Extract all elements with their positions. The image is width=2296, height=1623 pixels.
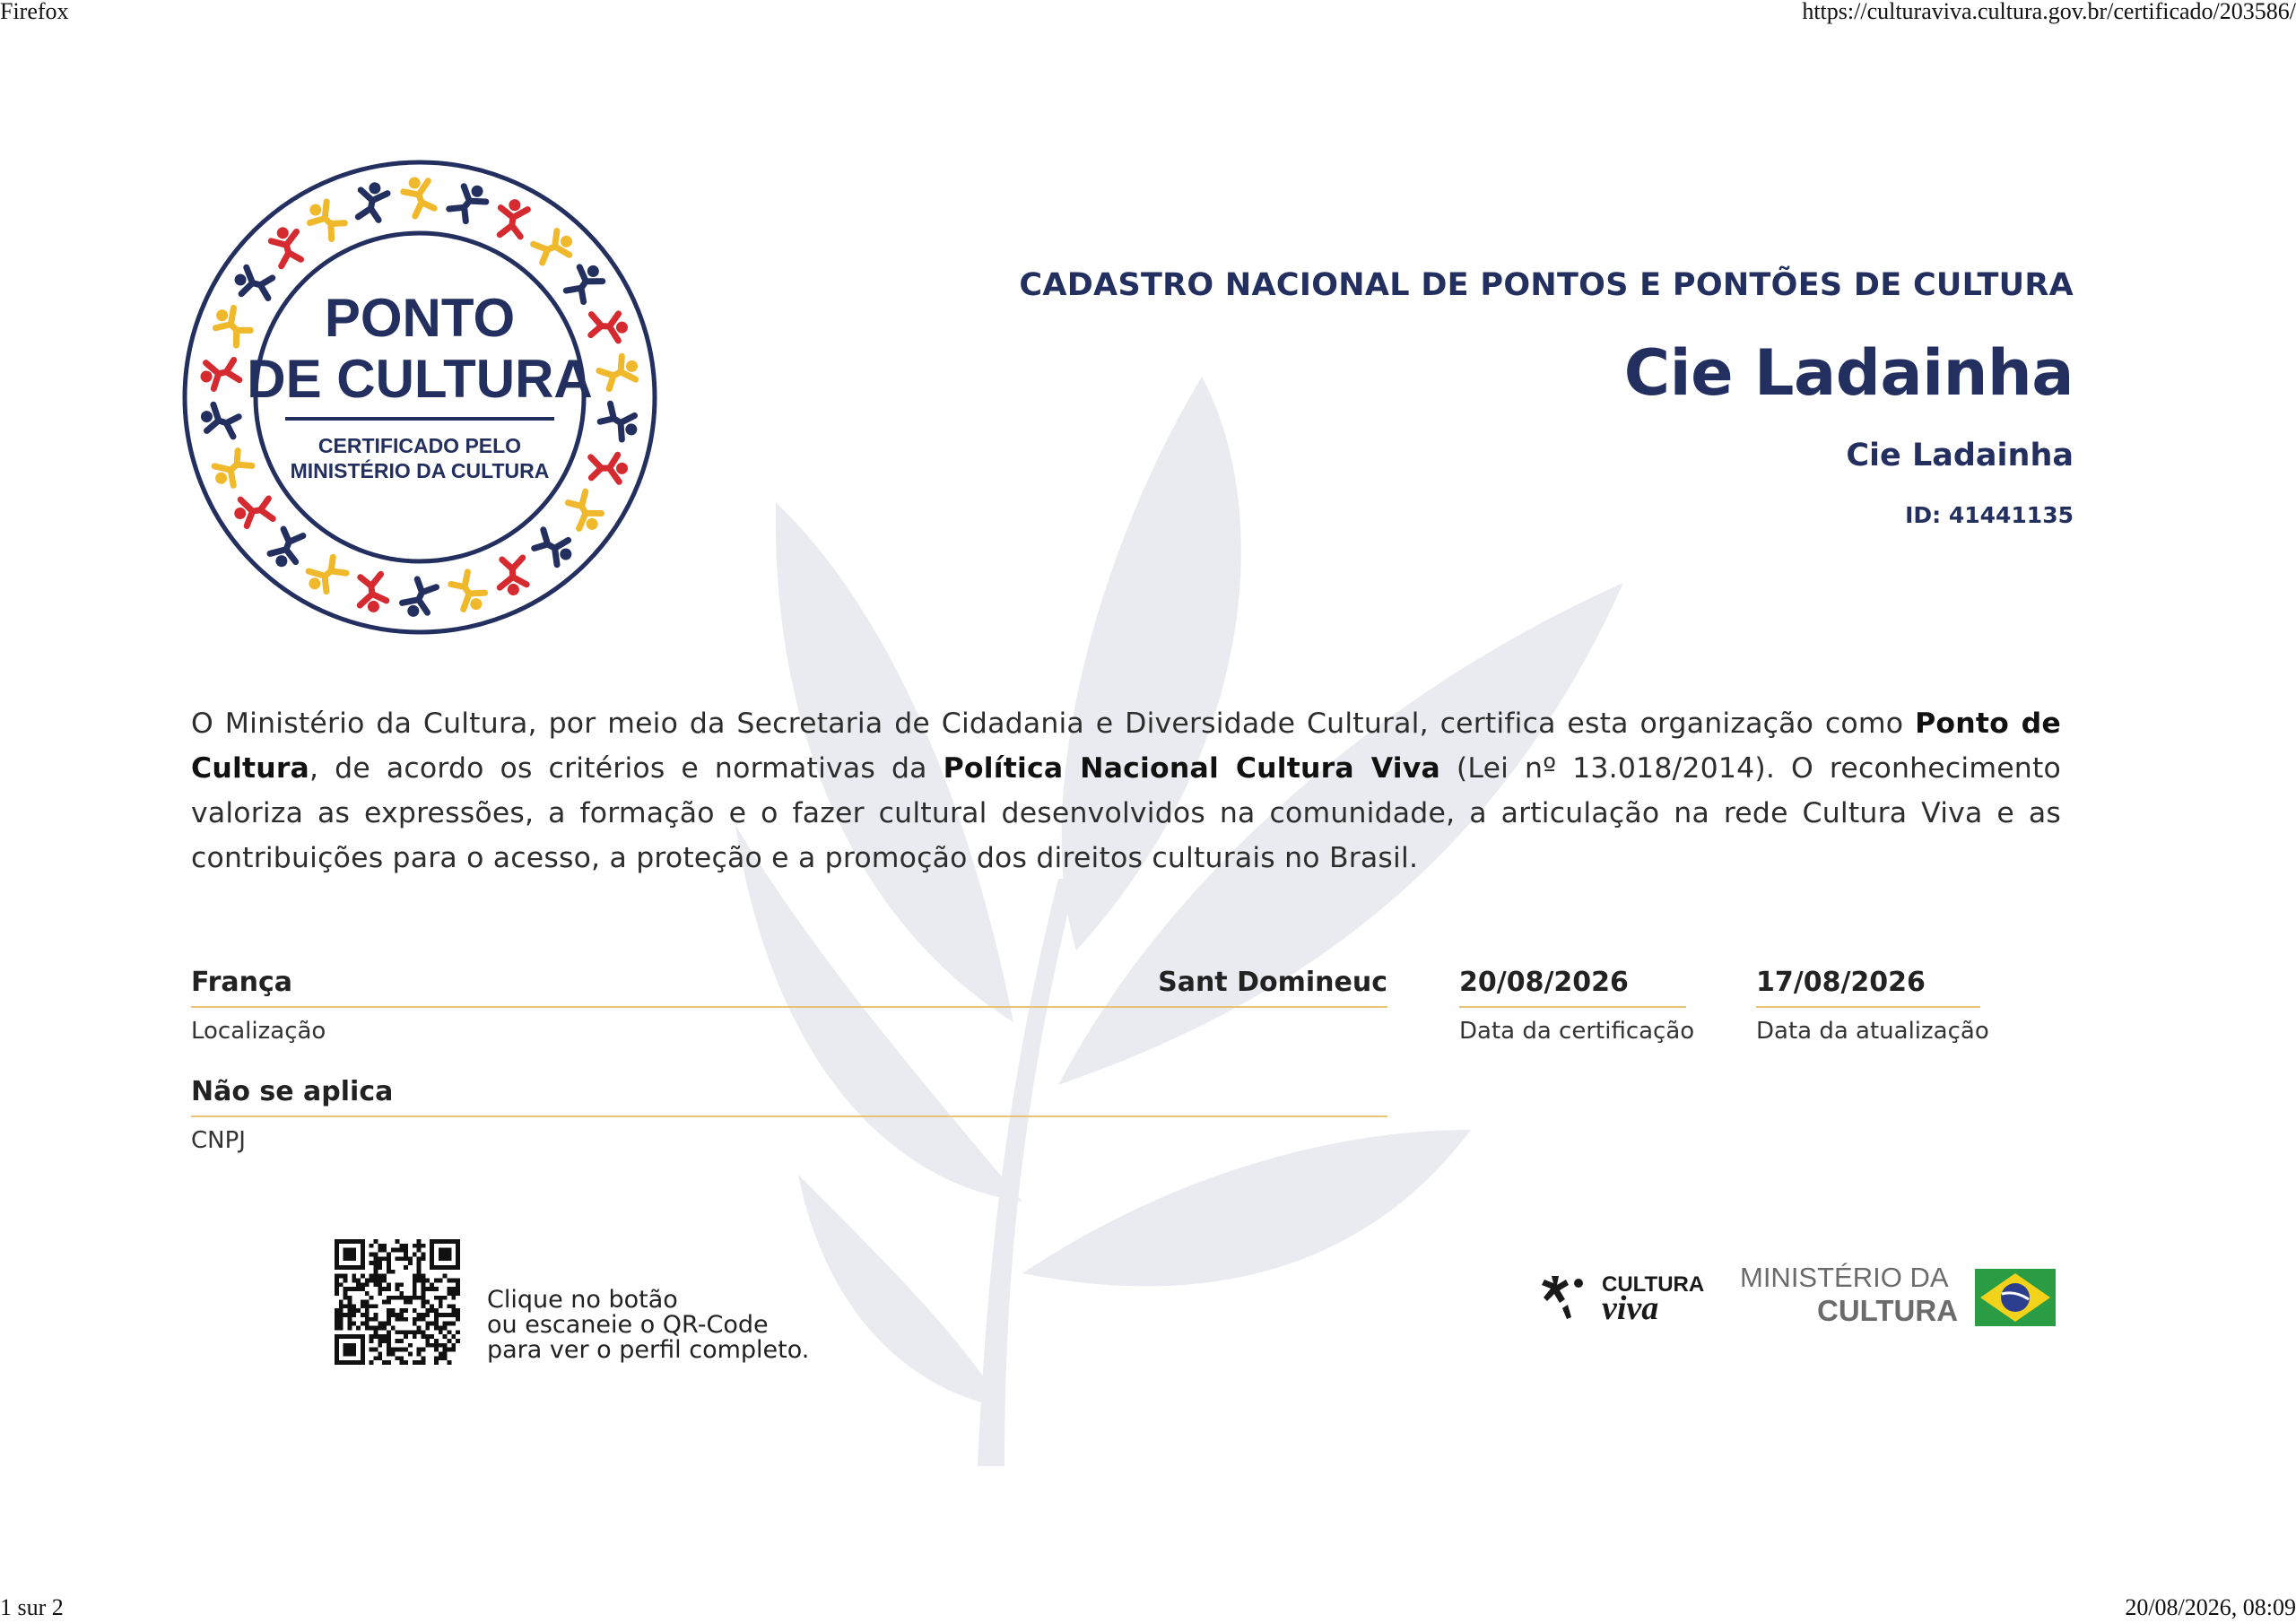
print-header-url[interactable]: https://culturaviva.cultura.gov.br/certificado/203586/ xyxy=(1802,0,2296,24)
certification-text-3: (Lei nº 13.018/2014). O reconhecimento valoriza as expressões, a formação e o fazer cultural desenvolvidos na comunidade, a articulação na rede Cultura Viva e as contribuições para o acesso, a proteção e a promoção dos direitos culturais no Brasil. xyxy=(191,752,2061,874)
cnpj-underline xyxy=(191,1115,1387,1117)
seal-figure xyxy=(448,570,491,616)
registry-title: CADASTRO NACIONAL DE PONTOS E PONTÕES DE CULTURA xyxy=(1019,267,2074,303)
seal-figure xyxy=(532,527,577,568)
qr-instruction-line2: ou escaneie o QR-Code xyxy=(487,1311,769,1339)
seal-figure xyxy=(198,356,240,391)
seal-figure xyxy=(268,224,304,267)
seal-figure xyxy=(564,490,606,536)
seal-subtitle-line2: MINISTÉRIO DA CULTURA xyxy=(290,459,550,482)
seal-figure xyxy=(590,455,627,482)
certification-date: 20/08/2026 xyxy=(1459,967,1629,998)
seal-figure xyxy=(232,495,273,527)
seal-figure xyxy=(302,196,348,241)
organization-id: ID: 41441135 xyxy=(1905,502,2074,528)
seal-figure xyxy=(355,180,388,221)
print-header-browser: Firefox xyxy=(0,0,69,24)
cnpj-label: CNPJ xyxy=(191,1127,246,1154)
update-date: 17/08/2026 xyxy=(1756,967,1926,998)
seal-figure xyxy=(564,259,607,305)
seal-figure xyxy=(597,402,643,444)
seal-figure xyxy=(499,558,527,595)
certification-text-2: , de acordo os critérios e normativas da xyxy=(309,752,944,785)
update-date-label: Data da atualização xyxy=(1756,1018,1989,1045)
qr-instruction-line1: Clique no botão xyxy=(487,1286,678,1314)
seal-figure xyxy=(197,402,240,438)
minc-line1: MINISTÉRIO DA xyxy=(1740,1262,1949,1293)
seal-figure xyxy=(208,447,254,492)
qr-code-icon[interactable] xyxy=(335,1239,460,1365)
organization-name: Cie Ladainha xyxy=(1623,336,2074,410)
print-footer-datetime: 20/08/2026, 08:09 xyxy=(2125,1594,2296,1620)
seal-title-line1: PONTO xyxy=(324,288,516,348)
seal-figure xyxy=(447,178,491,224)
organization-subname: Cie Ladainha xyxy=(1846,438,2074,473)
seal-subtitle-line1: CERTIFICADO PELO xyxy=(317,434,522,457)
ponto-de-cultura-seal xyxy=(179,157,660,638)
seal-figure xyxy=(532,227,577,266)
minc-line2: CULTURA xyxy=(1817,1294,1959,1327)
update-date-underline xyxy=(1756,1006,1980,1008)
cultura-viva-line1: CULTURA xyxy=(1602,1272,1705,1297)
seal-figure xyxy=(209,302,254,347)
certification-date-underline xyxy=(1459,1006,1686,1008)
brazil-flag-icon xyxy=(1975,1269,2056,1326)
location-country: França xyxy=(191,967,292,998)
seal-figure xyxy=(399,577,439,621)
location-label: Localização xyxy=(191,1018,326,1045)
qr-instructions xyxy=(487,1288,809,1363)
certification-bold-politica: Política Nacional Cultura Viva xyxy=(943,752,1440,785)
seal-figure xyxy=(357,574,387,613)
seal-figure xyxy=(400,173,438,217)
ministerio-da-cultura-logo xyxy=(1740,1260,2059,1332)
seal-figure xyxy=(302,554,348,598)
location-city: Sant Domineuc xyxy=(1158,967,1387,998)
certification-date-label: Data da certificação xyxy=(1459,1018,1695,1045)
certification-text-1: O Ministério da Cultura, por meio da Secretaria de Cidadania e Diversidade Cultural, certifica esta organização como xyxy=(191,707,1916,740)
seal-title-line2: DE CULTURA xyxy=(247,349,593,409)
cultura-viva-logo xyxy=(1532,1260,1711,1332)
qr-instruction-line3: para ver o perfil completo. xyxy=(487,1336,810,1364)
cultura-viva-line2: viva xyxy=(1602,1289,1659,1327)
seal-figure xyxy=(231,265,274,300)
seal-figure xyxy=(589,312,628,342)
cnpj-value: Não se aplica xyxy=(191,1076,394,1107)
seal-figure xyxy=(598,352,643,392)
certification-paragraph xyxy=(191,701,2061,881)
seal-figure xyxy=(497,198,528,239)
seal-figure xyxy=(267,527,306,571)
location-underline xyxy=(191,1006,1387,1008)
print-footer-page: 1 sur 2 xyxy=(0,1594,64,1620)
certification-bold-ponto: Ponto de Cultura xyxy=(191,707,2061,785)
seal-divider xyxy=(285,417,554,421)
